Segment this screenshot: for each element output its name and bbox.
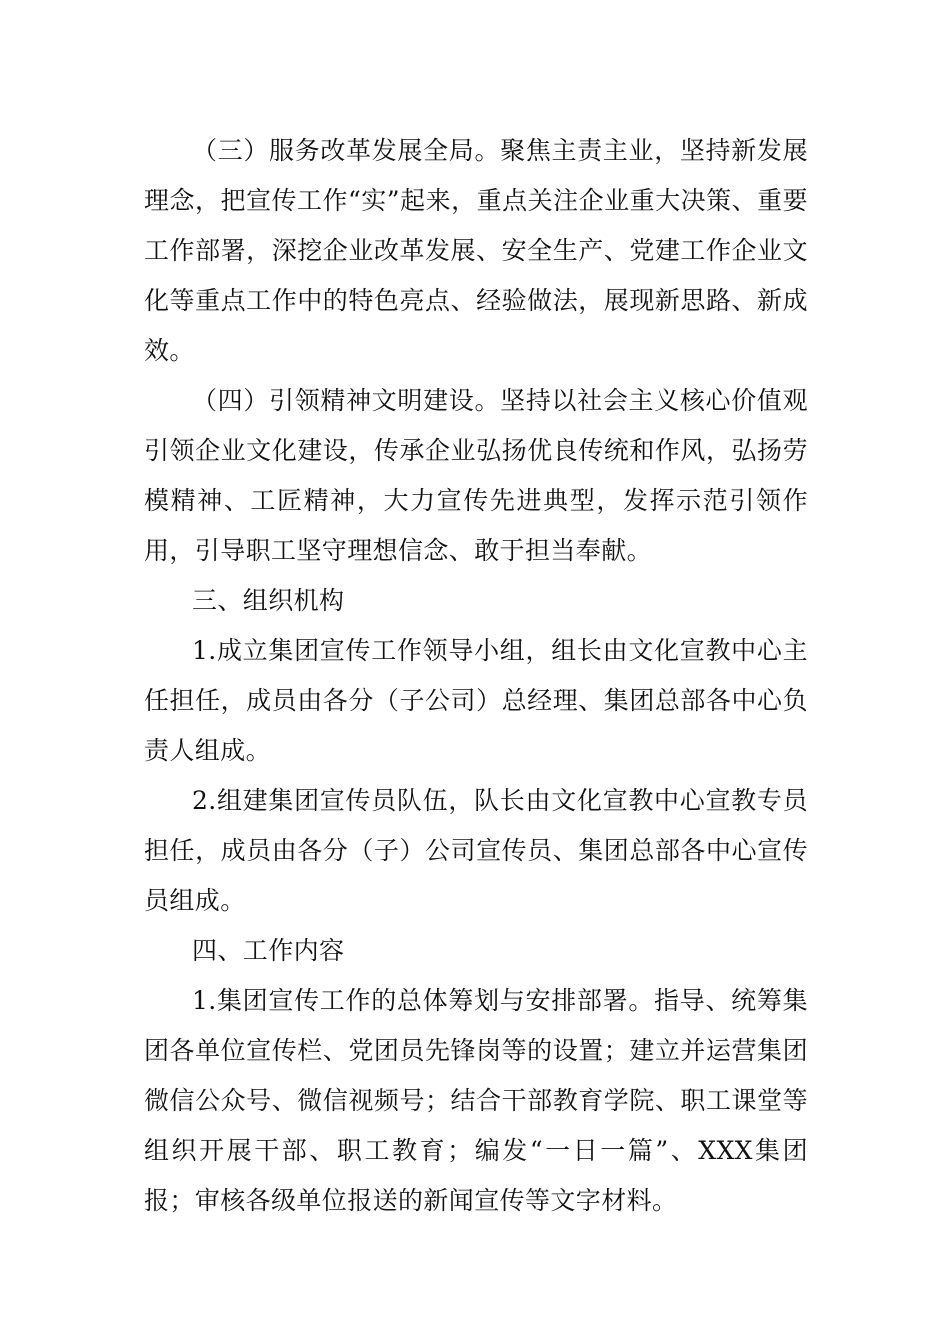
document-body (144, 126, 808, 1226)
section-heading-organization: 三、组织机构 (192, 586, 345, 615)
paragraph-leading-group: 1.成立集团宣传工作领导小组，组长由文化宣教中心主任担任，成员由各分（子公司）总经理、集团总部各中心负责人组成。 (144, 636, 808, 765)
paragraph-service-reform: （三）服务改革发展全局。聚焦主责主业，坚持新发展理念，把宣传工作“实”起来，重点关注企业重大决策、重要工作部署，深挖企业改革发展、安全生产、党建工作企业文化等重点工作中的特色亮点、经验做法，展现新思路、新成效。 (144, 136, 808, 365)
paragraph-overall-planning: 1.集团宣传工作的总体筹划与安排部署。指导、统筹集团各单位宣传栏、党团员先锋岗等的设置；建立并运营集团微信公众号、微信视频号；结合干部教育学院、职工课堂等组织开展干部、职工教育；编发“一日一篇”、XXX集团报；审核各级单位报送的新闻宣传等文字材料。 (144, 986, 808, 1215)
paragraph-publicity-team: 2.组建集团宣传员队伍，队长由文化宣教中心宣教专员担任，成员由各分（子）公司宣传员、集团总部各中心宣传员组成。 (144, 786, 808, 915)
paragraph-spiritual-civilization: （四）引领精神文明建设。坚持以社会主义核心价值观引领企业文化建设，传承企业弘扬优良传统和作风，弘扬劳模精神、工匠精神，大力宣传先进典型，发挥示范引领作用，引导职工坚守理想信念、敢于担当奉献。 (144, 386, 808, 565)
section-heading-work-content: 四、工作内容 (192, 936, 345, 965)
